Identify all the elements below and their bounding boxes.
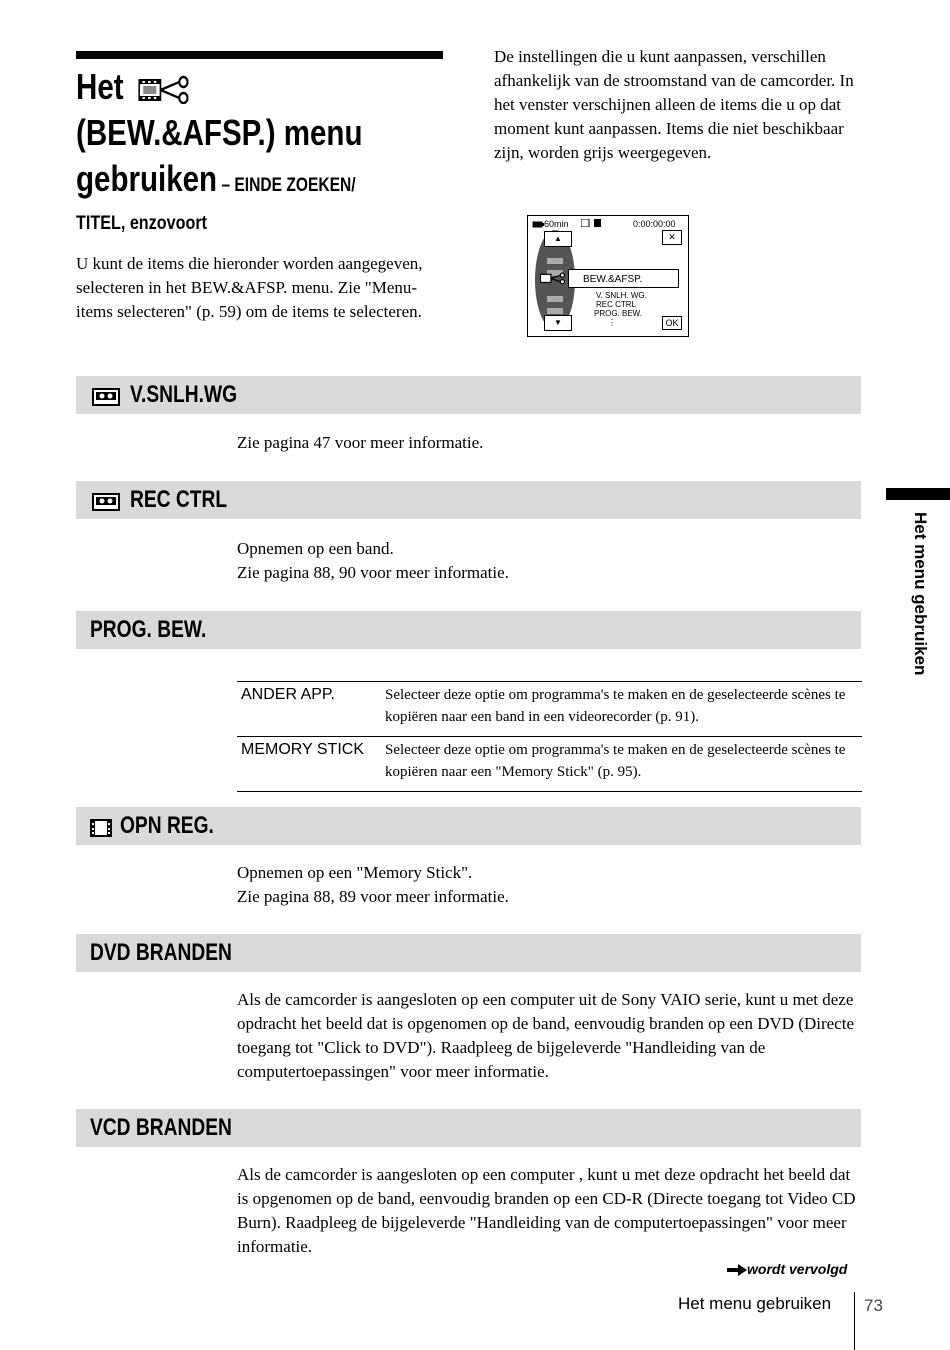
prog-options-table [237,681,862,792]
chapter-tab-label: Het menu gebruiken [911,512,930,676]
continued-note: wordt vervolgd [727,1261,847,1277]
section-body: Als de camcorder is aangesloten op een computer uit de Sony VAIO serie, kunt u met deze opdracht het beeld dat is opgenomen op de band, eenvoudig branden op een DVD (Directe toegang tot "Click to DVD"). Raadpleeg de bijgeleverde "Handleiding van de computertoepassingen" voor meer informatie. [237,990,854,1081]
page-title [76,64,476,239]
section-header-recctrl [76,481,861,519]
battery-icon [532,221,544,228]
section-body: Zie pagina 47 voor meer informatie. [237,433,484,452]
section-header-vsnlh [76,376,861,414]
battery-indicator: 60min [532,219,569,229]
mode-icons [581,219,603,229]
section-title: PROG. BEW. [90,616,207,643]
footer-section-name: Het menu gebruiken [678,1294,832,1313]
more-indicator: ⋮ [608,318,616,327]
section-body: Als de camcorder is aangesloten op een computer , kunt u met deze opdracht het beeld dat is opgenomen op de band, eenvoudig branden op een CD-R (Directe toegang tot Video CD Burn). Raadpleeg de bijgeleverde "Handleiding van de computertoepassingen" voor meer informatie. [237,1165,856,1256]
screen-item[interactable]: V. SNLH. WG. [596,291,647,300]
tape-mode-icon [581,219,603,227]
option-name: ANDER APP. [237,682,381,737]
cassette-icon [92,388,120,406]
option-description: Selecteer deze optie om programma's te maken en de geselecteerde scènes te kopiëren naar een band in een videorecorder (p. 91). [381,682,862,737]
table-row [237,737,862,792]
body-line: Opnemen op een band. [237,539,394,558]
film-frame-icon [90,819,112,837]
arrow-right-icon [727,1264,747,1276]
screen-item[interactable]: PROG. BEW. [594,309,643,318]
section-title: DVD BRANDEN [90,939,232,966]
title-line-4: TITEL, enzovoort [76,213,207,234]
title-rule [76,51,443,59]
section-header-vcd [76,1109,861,1147]
page-number: 73 [864,1296,883,1315]
right-intro-text: De instellingen die u kunt aanpassen, verschillen afhankelijk van de stroomstand van de camcorder. In het venster verschijnen alleen de items die u op dat moment kunt aanpassen. Items die niet beschikbaar zijn, worden grijs weergegeven. [494,47,854,162]
title-line-2: (BEW.&AFSP.) menu [76,112,363,153]
section-title: VCD BRANDEN [90,1114,232,1141]
scroll-up-button[interactable]: ▲ [544,231,572,247]
option-name: MEMORY STICK [237,737,381,792]
section-title: OPN REG. [120,812,214,839]
screen-item[interactable]: REC CTRL [596,300,637,309]
body-line: Zie pagina 88, 90 voor meer informatie. [237,563,509,582]
chapter-tab-marker [886,488,950,500]
body-line: Opnemen op een "Memory Stick". [237,863,473,882]
footer-divider [854,1292,855,1350]
table-row [237,682,862,737]
edit-tape-scissors-icon [540,270,566,286]
selected-menu-item[interactable]: BEW.&AFSP. [568,269,679,288]
cassette-icon [92,493,120,511]
body-line: Zie pagina 88, 89 voor meer informatie. [237,887,509,906]
section-header-progbew [76,611,861,649]
section-title: V.SNLH.WG [130,381,238,408]
menu-screen-illustration [527,215,689,337]
scroll-down-button[interactable]: ▼ [544,315,572,331]
intro-text: U kunt de items die hieronder worden aangegeven, selecteren in het BEW.&AFSP. menu. Zie "Menu-items selecteren" (p. 59) om de items te selecteren. [76,254,423,321]
close-icon[interactable]: ✕ [662,230,682,245]
timecode: 0:00:00:00 [633,219,676,229]
section-body [237,861,861,909]
section-header-dvd [76,934,861,972]
title-line-1: Het [76,64,404,110]
section-header-opnreg [76,807,861,845]
title-line-3: gebruiken – EINDE ZOEKEN/ [76,158,356,199]
edit-tape-scissors-icon [138,74,190,104]
ok-button[interactable]: OK [662,316,682,330]
section-title: REC CTRL [130,486,228,513]
section-body [237,537,861,585]
option-description: Selecteer deze optie om programma's te maken en de geselecteerde scènes te kopiëren naar een "Memory Stick" (p. 95). [381,737,862,792]
